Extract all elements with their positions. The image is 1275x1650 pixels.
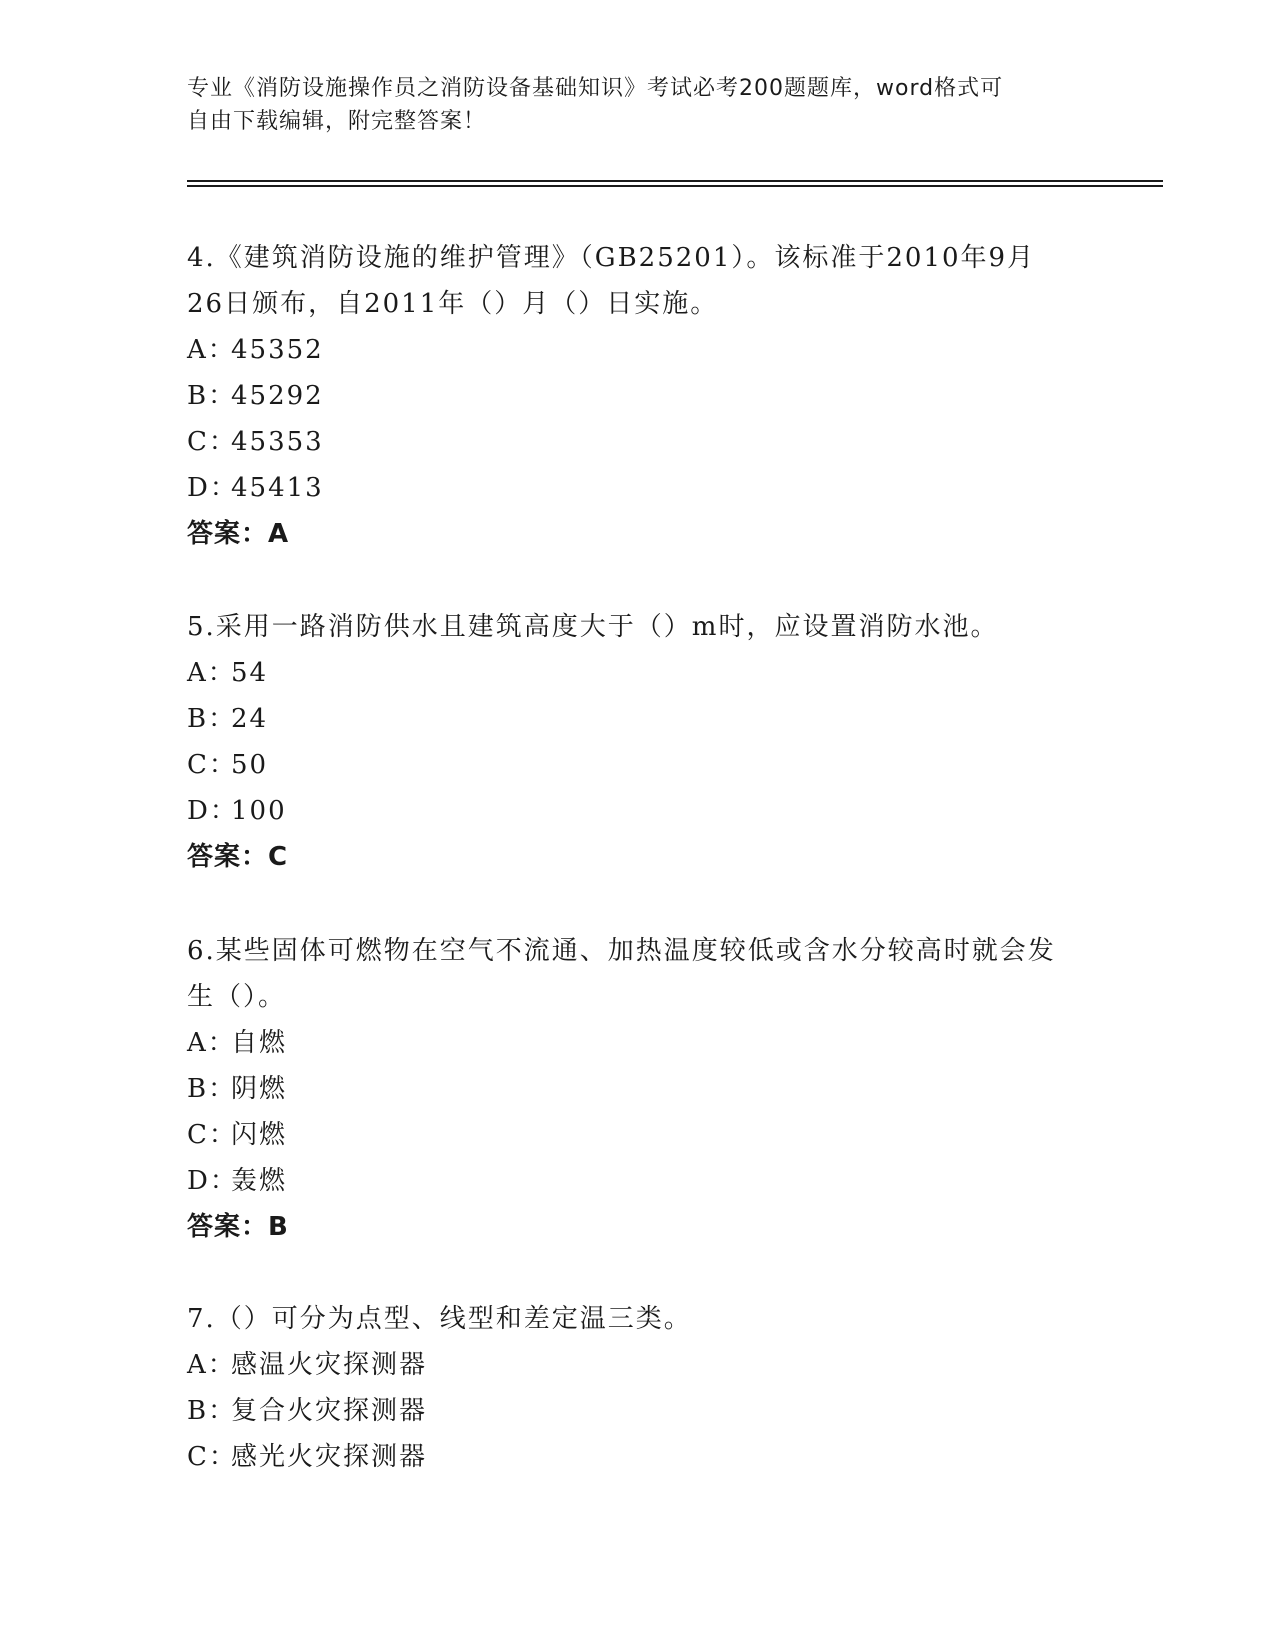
option-c — [187, 742, 1067, 788]
option-text: 自燃 — [231, 1028, 288, 1058]
option-key: A： — [187, 1350, 236, 1380]
document-header — [187, 72, 1087, 138]
question-7 — [187, 1296, 1067, 1480]
option-key: C： — [187, 1442, 237, 1472]
option-c — [187, 1112, 1067, 1158]
option-c — [187, 419, 1067, 465]
header-line-1: 专业《消防设施操作员之消防设备基础知识》考试必考200题题库，word格式可 — [187, 76, 1004, 101]
option-key: D： — [187, 473, 238, 503]
header-line-2: 自由下载编辑，附完整答案！ — [187, 109, 487, 134]
option-text: 阴燃 — [231, 1074, 288, 1104]
question-stem: 7.（）可分为点型、线型和差定温三类。 — [187, 1304, 692, 1334]
answer-line: 答案：A — [187, 519, 290, 549]
option-text: 感光火灾探测器 — [231, 1442, 428, 1472]
option-text: 45352 — [231, 335, 324, 365]
option-key: B： — [187, 704, 237, 734]
option-key: A： — [187, 658, 236, 688]
answer-line: 答案：B — [187, 1212, 289, 1242]
option-d — [187, 465, 1067, 511]
option-key: C： — [187, 1120, 237, 1150]
option-text: 45353 — [231, 427, 324, 457]
option-text: 24 — [231, 704, 269, 734]
option-b — [187, 373, 1067, 419]
option-b — [187, 1388, 1067, 1434]
option-a — [187, 650, 1067, 696]
question-stem: 4.《建筑消防设施的维护管理》（GB25201）。该标准于2010年9月26日颁布，自2011年（）月（）日实施。 — [187, 243, 1036, 319]
option-key: B： — [187, 1396, 237, 1426]
question-stem: 5.采用一路消防供水且建筑高度大于（）m时，应设置消防水池。 — [187, 612, 999, 642]
option-key: A： — [187, 335, 236, 365]
option-b — [187, 696, 1067, 742]
option-text: 感温火灾探测器 — [231, 1350, 428, 1380]
question-stem: 6.某些固体可燃物在空气不流通、加热温度较低或含水分较高时就会发生（）。 — [187, 936, 1056, 1012]
option-key: D： — [187, 796, 238, 826]
question-5 — [187, 604, 1067, 880]
option-d — [187, 1158, 1067, 1204]
question-4 — [187, 235, 1067, 557]
option-a — [187, 327, 1067, 373]
option-text: 54 — [231, 658, 269, 688]
answer-line: 答案：C — [187, 842, 289, 872]
option-a — [187, 1342, 1067, 1388]
header-divider-top — [187, 180, 1163, 182]
option-c — [187, 1434, 1067, 1480]
option-b — [187, 1066, 1067, 1112]
question-6 — [187, 928, 1067, 1250]
option-text: 轰燃 — [231, 1166, 288, 1196]
option-key: C： — [187, 750, 237, 780]
option-text: 45413 — [231, 473, 324, 503]
option-a — [187, 1020, 1067, 1066]
option-key: B： — [187, 381, 237, 411]
option-key: B： — [187, 1074, 237, 1104]
option-text: 50 — [231, 750, 269, 780]
option-key: C： — [187, 427, 237, 457]
option-text: 闪燃 — [231, 1120, 288, 1150]
option-d — [187, 788, 1067, 834]
option-key: D： — [187, 1166, 238, 1196]
option-key: A： — [187, 1028, 236, 1058]
option-text: 45292 — [231, 381, 324, 411]
header-divider-bottom — [187, 185, 1163, 187]
option-text: 100 — [231, 796, 287, 826]
option-text: 复合火灾探测器 — [231, 1396, 428, 1426]
